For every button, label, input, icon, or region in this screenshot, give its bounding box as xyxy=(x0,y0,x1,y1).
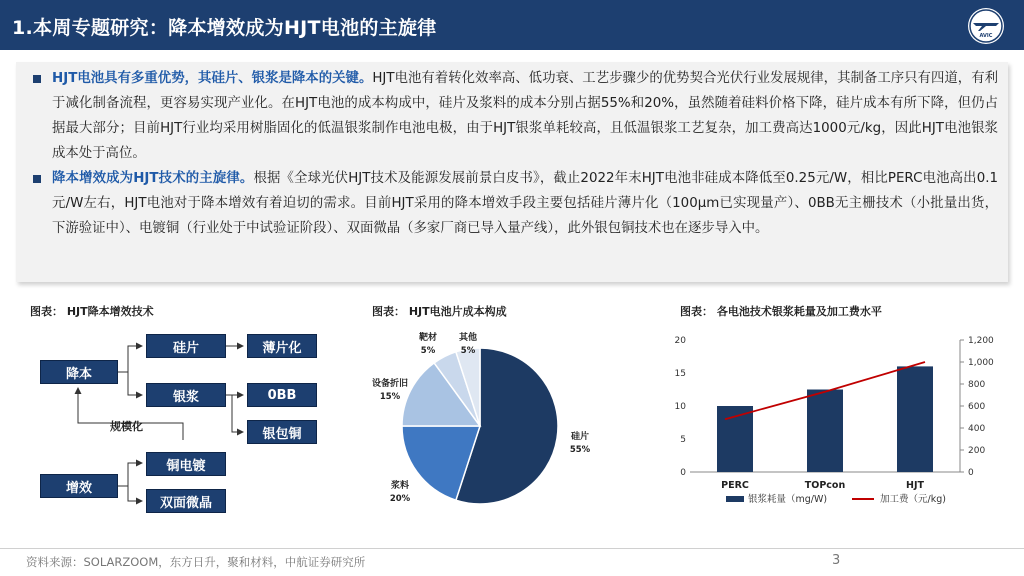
source-note: 资料来源：SOLARZOOM，东方日升，聚和材料，中航证券研究所 xyxy=(26,555,366,569)
paragraph-1-text: HJT电池有着转化效率高、低功衰、工艺步骤少的优势契合光伏行业发展规律，其制备工序只有四道，有利于减化制备流程，更容易实现产业化。在HJT电池的成本构成中，硅片及浆料的成本分别占据55%和20%，虽然随着硅料价格下降，硅片成本有所下降，但仍占据最大部分；目前HJT行业均采用树脂固化的低温银浆制作电池电极，由于HJT银浆单耗较高，且低温银浆工艺复杂，加工费高达1000元/kg，因此HJT电池银浆成本处于高位。 xyxy=(52,71,998,161)
page-number: 3 xyxy=(832,553,841,568)
y-right-tick-label: 1,000 xyxy=(968,358,994,368)
node-zengxiao: 增效 xyxy=(40,474,118,498)
pie-slice-value: 20% xyxy=(389,494,411,504)
y-left-tick-label: 20 xyxy=(674,336,686,346)
y-right-tick-label: 0 xyxy=(968,468,974,478)
legend-swatch-bar xyxy=(726,496,744,502)
legend-label-bar: 银浆耗量（mg/W) xyxy=(748,494,828,505)
paragraph-2 xyxy=(26,166,998,241)
node-yinjiang: 银浆 xyxy=(146,383,226,407)
label-guimohua: 规模化 xyxy=(110,420,143,433)
paragraph-1-highlight: HJT电池具有多重优势，其硅片、银浆是降本的关键。 xyxy=(52,71,373,86)
pie-slice-value: 55% xyxy=(569,445,590,455)
node-guipian: 硅片 xyxy=(146,334,226,358)
pie-slice-label: 靶材 xyxy=(418,333,438,343)
combo-chart xyxy=(640,322,1020,522)
node-tongdiandu: 铜电镀 xyxy=(146,452,226,476)
page-header xyxy=(0,0,1024,50)
y-right-tick-label: 200 xyxy=(968,446,986,456)
y-left-tick-label: 0 xyxy=(680,468,686,478)
pie-slice-value: 5% xyxy=(460,346,476,356)
pie-slice-label: 硅片 xyxy=(570,432,590,442)
y-left-tick-label: 10 xyxy=(674,402,686,412)
bar xyxy=(897,366,933,472)
footer-divider xyxy=(0,548,1024,549)
paragraph-2-highlight: 降本增效成为HJT技术的主旋律。 xyxy=(52,171,254,186)
pie-slice-value: 5% xyxy=(420,346,436,356)
pie-slice-label: 设备折旧 xyxy=(371,379,409,389)
avic-logo-icon xyxy=(966,6,1006,46)
node-bopian: 薄片化 xyxy=(247,334,317,358)
logo-text: AVIC xyxy=(979,33,993,39)
pie-chart xyxy=(350,318,590,528)
paragraph-2-text: 根据《全球光伏HJT技术及能源发展前景白皮书》，截止2022年末HJT电池非硅成本降低至0.25元/W，相比PERC电池高出0.1元/W左右，HJT电池对于降本增效有着迫切的需求。目前HJT采用的降本增效手段主要包括硅片薄片化（100μm已实现量产）、0BB无主栅技术（小批量出货，下游验证中）、电镀铜（行业处于中试验证阶段）、双面微晶（多家厂商已导入量产线），此外银包铜技术也在逐步导入中。 xyxy=(52,171,999,236)
node-jiangben: 降本 xyxy=(40,360,118,384)
y-left-tick-label: 5 xyxy=(680,435,686,445)
legend-label-line: 加工费（元/kg) xyxy=(880,494,946,505)
node-yinbaotong: 银包铜 xyxy=(247,420,317,444)
bullet-square-icon xyxy=(33,175,41,183)
combo-chart-title: 图表： 各电池技术银浆耗量及加工费水平 xyxy=(680,305,882,318)
pie-chart-title: 图表： HJT电池片成本构成 xyxy=(372,305,507,318)
x-tick-label: HJT xyxy=(906,480,924,491)
y-right-tick-label: 400 xyxy=(968,424,986,434)
y-right-tick-label: 800 xyxy=(968,380,986,390)
pie-slice-value: 15% xyxy=(379,392,401,402)
pie-slice-label: 其他 xyxy=(458,333,478,343)
node-obb: 0BB xyxy=(247,383,317,407)
bullet-square-icon xyxy=(33,75,41,83)
flow-chart-title: 图表： HJT降本增效技术 xyxy=(30,305,154,318)
x-tick-label: TOPcon xyxy=(804,480,846,491)
bar xyxy=(807,390,843,473)
page-title: 1.本周专题研究：降本增效成为HJT电池的主旋律 xyxy=(12,17,437,39)
summary-textbox xyxy=(16,62,1008,282)
y-right-tick-label: 600 xyxy=(968,402,986,412)
y-right-tick-label: 1,200 xyxy=(968,336,994,346)
x-tick-label: PERC xyxy=(721,480,749,491)
paragraph-1 xyxy=(26,66,998,166)
y-left-tick-label: 15 xyxy=(674,369,686,379)
pie-slice-label: 浆料 xyxy=(390,481,410,491)
node-shuangmian: 双面微晶 xyxy=(146,489,226,513)
